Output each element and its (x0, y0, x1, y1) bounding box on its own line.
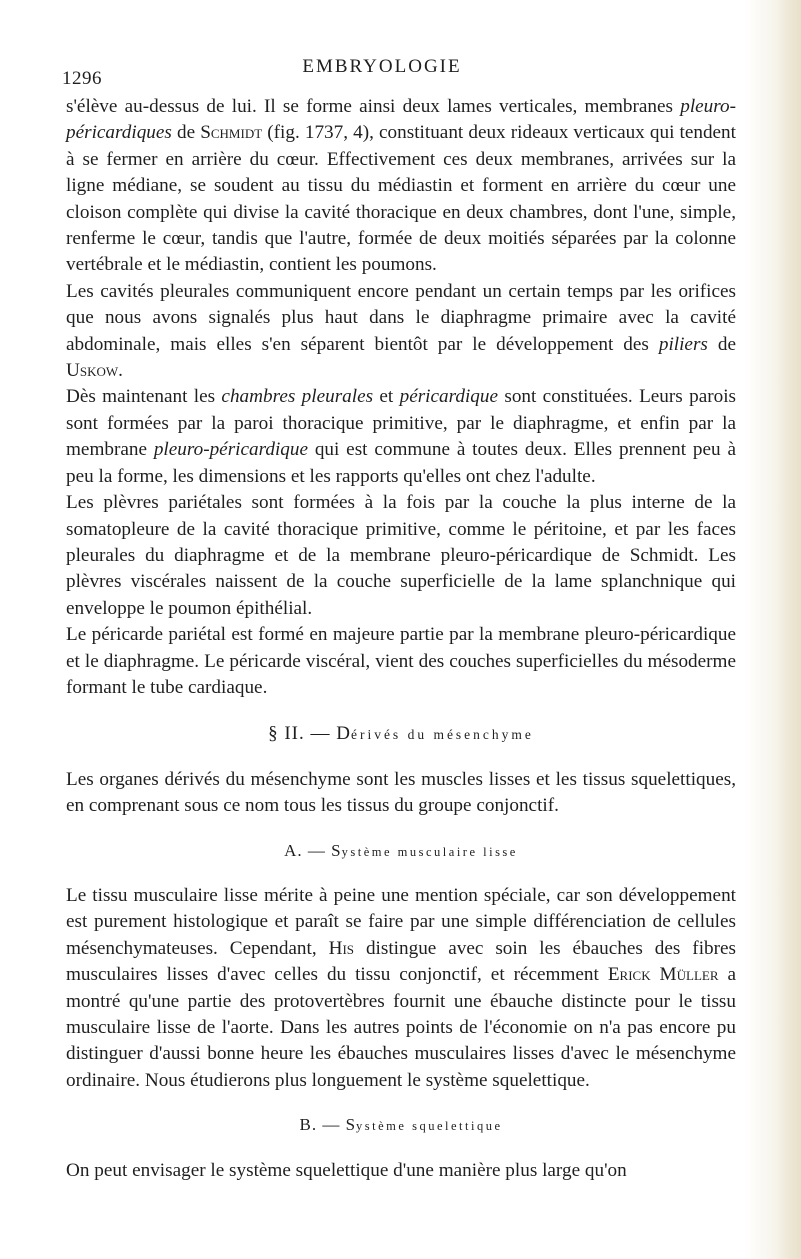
italic-term: péricardique (399, 386, 499, 408)
heading-small: du mésenchyme (401, 727, 534, 743)
text-run: qui est commune à toutes deux. Elles prennent peu à peu la forme, les dimensions et les rapports qu'elles ont chez l'adulte. (66, 439, 736, 487)
section-heading (66, 721, 736, 748)
text-run: de (171, 122, 201, 144)
text-run: distingue avec soin les ébauches des fibres musculaires lisses d'avec celles du tissu conjonctif, et récemment (66, 937, 736, 986)
italic-term: chambres pleurales (221, 386, 374, 408)
heading-word: érivés (350, 727, 402, 743)
page-number: 1296 (62, 68, 102, 89)
heading-prefix: B. — S (299, 1115, 357, 1135)
text-run: Les cavités pleurales communiquent encore pendant un certain temps par les orifices que nous avons signalés plus haut dans le diaphragme primaire avec la cavité abdominale, mais elles s'en séparent bientôt par le développement des (66, 280, 736, 355)
author-name: Uskow (66, 360, 119, 382)
text-run: sont constituées. Leurs parois sont formées par la paroi thoracique primitive, par le diaphragme, et enfin par la membrane (66, 386, 736, 461)
paragraph (66, 279, 736, 385)
heading-word: ystème (341, 844, 393, 859)
subsection-heading-a (66, 838, 736, 865)
paragraph: On peut envisager le système squelettique d'une manière plus large qu'on (66, 1159, 627, 1181)
text-run: de (707, 333, 736, 355)
paragraph (66, 883, 736, 1094)
author-name: Erick Müller (607, 964, 719, 986)
italic-term: pleuro-péricardique (153, 439, 308, 461)
page-edge-shadow (775, 0, 801, 1259)
paragraph (66, 94, 736, 279)
italic-term: piliers (658, 333, 708, 355)
heading-small: squelettique (406, 1119, 503, 1134)
text-run: s'élève au-dessus de lui. Il se forme ainsi deux lames verticales, membranes (66, 96, 681, 117)
italic-term: pleuro-péricardiques (66, 96, 736, 144)
author-name: Schmidt (200, 122, 263, 144)
text-run: . (118, 360, 123, 382)
paragraph: Les plèvres pariétales sont formées à la fois par la couche la plus interne de la somatopleure de la cavité thoracique primitive, comme le péritoine, et par les faces pleurales du diaphragme et de la membrane pleuro-péricardique de Schmidt. Les plèvres viscérales naissent de la couche superficielle de la lame splanchnique qui enveloppe le poumon épithélial. (66, 492, 736, 619)
text-run: (fig. 1737, 4), constituant deux rideaux verticaux qui tendent à se fermer en arrière du cœur. Effectivement ces deux membranes, arrivées sur la ligne médiane, se soudent au tissu du médiastin et forment en arrière du cœur une cloison complète qui divise la cavité thoracique en deux chambres, dont l'une, simple, renferme le cœur, tandis que l'autre, formée de deux moitiés séparées par la colonne vertébrale et le médiastin, contient les poumons. (66, 122, 736, 276)
body-text (66, 94, 736, 1184)
paragraph (66, 384, 736, 490)
text-run: et (373, 386, 400, 408)
heading-prefix: A. — S (284, 840, 342, 860)
page-header (62, 48, 742, 89)
author-name: His (328, 937, 355, 959)
text-run: a montré qu'une partie des protovertèbres fournit une ébauche distincte pour le tissu musculaire lisse de l'aorte. Dans les autres points de l'économie on n'a pas encore pu distinguer d'aussi bonne heure les ébauches musculaires lisses d'avec le mésenchyme ordinaire. Nous étudierons plus longuement le système squelettique. (66, 964, 736, 1091)
heading-word: ystème (356, 1119, 407, 1134)
text-run: Dès maintenant les (66, 386, 222, 408)
heading-small: musculaire lisse (392, 844, 518, 859)
paragraph: Les organes dérivés du mésenchyme sont les muscles lisses et les tissus squelettiques, en comprenant sous ce nom tous les tissus du groupe conjonctif. (66, 768, 736, 817)
text-run: Le tissu musculaire lisse mérite à peine une mention spéciale, car son développement est purement histologique et paraît se faire par une simple différenciation de cellules mésenchymateuses. Cependant, (66, 884, 736, 959)
paragraph: Le péricarde pariétal est formé en majeure partie par la membrane pleuro-péricardique et le diaphragme. Le péricarde viscéral, vient des couches superficielles du mésoderme formant le tube cardiaque. (66, 624, 736, 698)
subsection-heading-b (66, 1112, 736, 1139)
running-head: EMBRYOLOGIE (302, 56, 462, 77)
heading-prefix: § II. — D (268, 723, 351, 745)
